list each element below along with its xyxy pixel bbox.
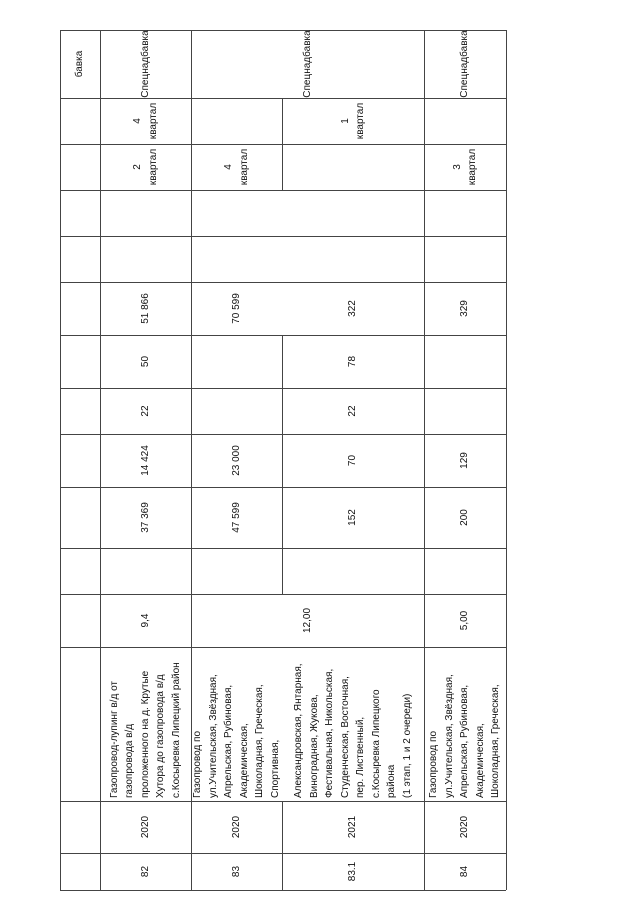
cell-v2: 70 — [347, 454, 359, 467]
note-line: бавка — [301, 30, 313, 57]
grid-line — [506, 30, 507, 890]
cell-v2: 129 — [459, 452, 471, 469]
cell-length: 12,00 — [301, 607, 313, 634]
cell-number: 83 — [230, 865, 242, 878]
cell-v1: 152 — [347, 509, 359, 526]
cell-v4: 50 — [139, 355, 151, 368]
cell-v3: 22 — [347, 405, 359, 417]
cell-note — [100, 30, 191, 98]
cell-v5: 329 — [459, 300, 471, 317]
grid-line — [60, 30, 61, 890]
cell-v5: 322 — [347, 300, 359, 317]
cell-year: 2020 — [230, 815, 242, 839]
note-line: Спецнад — [301, 56, 313, 98]
cell-v3: 22 — [139, 405, 151, 417]
cell-number: 83.1 — [347, 861, 359, 882]
cell-year: 2020 — [459, 815, 471, 839]
cell-q1: 2 квартал — [132, 148, 159, 186]
cell-v2: 14 424 — [139, 445, 151, 476]
cell-length: 9,4 — [139, 613, 151, 628]
cell-number: 82 — [139, 865, 151, 878]
cell-v1: 37 369 — [139, 502, 151, 533]
cell-v5: 51 866 — [139, 293, 151, 324]
cell-number: 84 — [459, 865, 471, 878]
cell-note — [191, 30, 424, 98]
cell-q2: 4 квартал — [132, 102, 159, 140]
note-line: Спецнад — [139, 56, 151, 98]
note-line: бавка — [139, 30, 151, 57]
cell-q1: 3 квартал — [451, 148, 478, 186]
cell-q2: 1 квартал — [339, 102, 366, 140]
cell-description: Газопровод по ул.Учительская, Звёздная, Апрельская, Рубиновая, Академическая, Шоколадная, Греческая, — [428, 674, 502, 798]
cell-v4: 78 — [347, 355, 359, 368]
grid-line — [60, 236, 506, 237]
note-line: Спецнад — [459, 56, 471, 98]
cell-description: Газопровод по ул.Учительская, Звёздная, Апрельская, Рубиновая, Академическая, Шоколадная, Греческая, Спортивная, — [192, 674, 281, 798]
cell-note: бавка — [74, 50, 86, 78]
cell-description: Газопровод-лупинг в/д от газопровода в/д проложенного на д. Крутые Хутора до газопровода в/д с.Косыревка Липецкий район — [108, 662, 182, 798]
cell-description: Александровская, Янтарная, Виноградная, Жукова, Фестивальная, Никольская, Студенческая, Восточная, пер. Лиственный, с.Косыревка Липецкого района (1 этап, 1 и 2 очереди) — [293, 663, 413, 798]
grid-line — [60, 890, 506, 891]
note-line: бавка — [459, 30, 471, 57]
grid-line — [60, 548, 506, 549]
cell-q1: 4 квартал — [223, 148, 250, 186]
cell-v1: 200 — [459, 509, 471, 526]
cell-year: 2021 — [347, 815, 359, 839]
cell-v5: 70 599 — [230, 293, 242, 324]
cell-year: 2020 — [139, 815, 151, 839]
grid-line — [60, 190, 506, 191]
cell-v2: 23 000 — [230, 445, 242, 476]
cell-length: 5,00 — [459, 610, 471, 631]
cell-note — [424, 30, 506, 98]
cell-v1: 47 599 — [230, 502, 242, 533]
